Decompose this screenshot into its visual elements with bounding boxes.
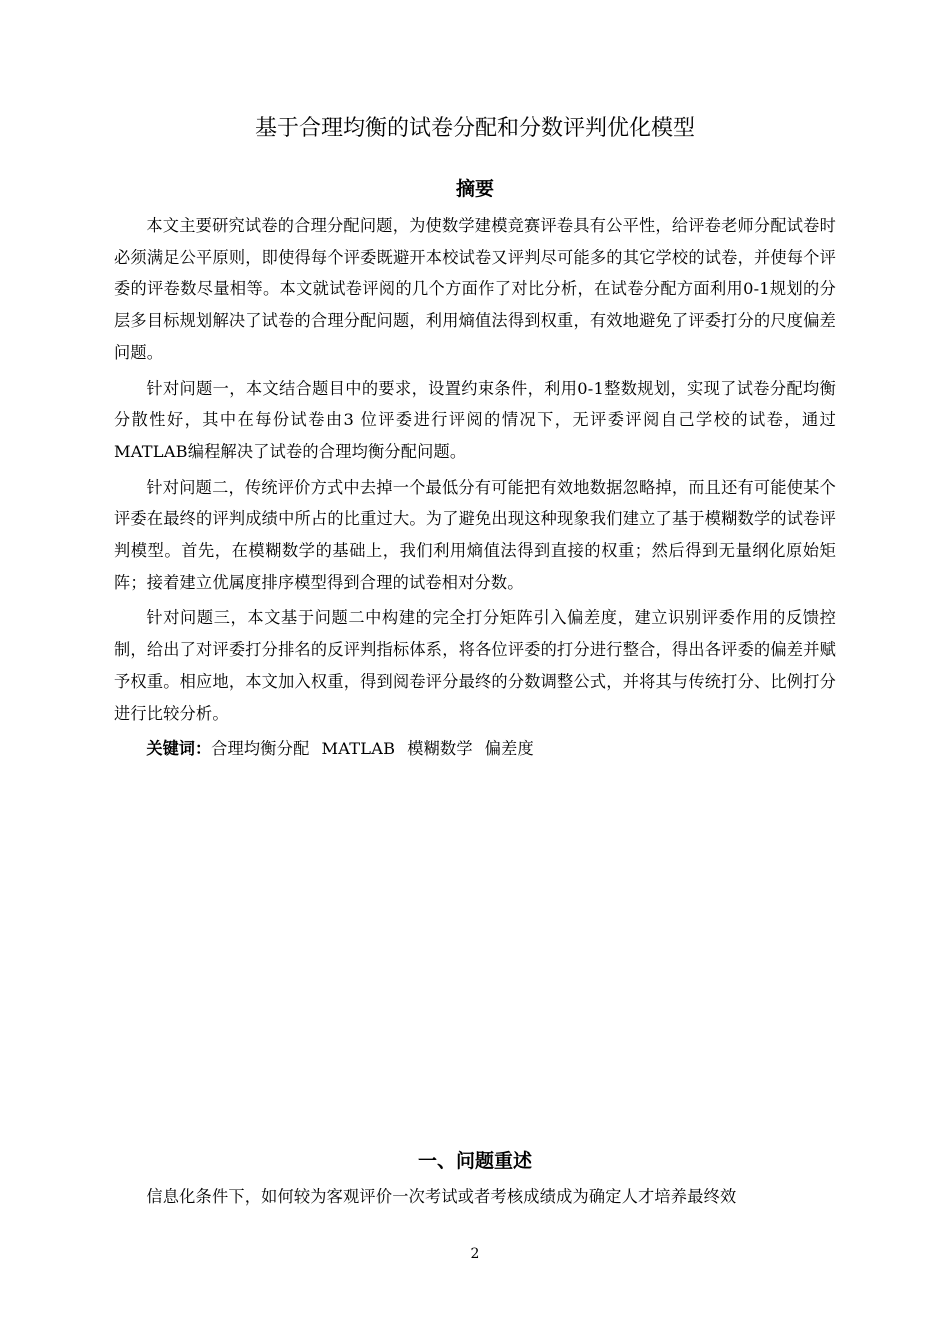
abstract-paragraph-1: 本文主要研究试卷的合理分配问题，为使数学建模竞赛评卷具有公平性，给评卷老师分配试卷时必须满足公平原则，即使得每个评委既避开本校试卷又评判尽可能多的其它学校的试卷，并使每个评委的评卷数尽量相等。本文就试卷评阅的几个方面作了对比分析，在试卷分配方面利用0-1规划的分层多目标规划解决了试卷的合理分配问题，利用熵值法得到权重，有效地避免了评委打分的尺度偏差问题。: [114, 216, 836, 362]
section-body: [114, 1181, 836, 1217]
paper-title: 基于合理均衡的试卷分配和分数评判优化模型: [254, 116, 695, 141]
keywords-line: [114, 733, 836, 765]
page-number: 2: [470, 1246, 480, 1262]
keywords-label: 关键词：: [146, 739, 212, 759]
keyword: 合理均衡分配: [211, 739, 310, 759]
abstract-heading: 摘要: [455, 178, 494, 200]
keyword: 偏差度: [484, 739, 534, 759]
abstract-body: [114, 210, 836, 765]
section-paragraph-1: 信息化条件下，如何较为客观评价一次考试或者考核成绩成为确定人才培养最终效: [146, 1187, 737, 1206]
abstract-paragraph-2: 针对问题一，本文结合题目中的要求，设置约束条件，利用0-1整数规划，实现了试卷分配均衡分散性好，其中在每份试卷由3 位评委进行评阅的情况下，无评委评阅自己学校的试卷，通过MATLAB编程解决了试卷的合理均衡分配问题。: [114, 378, 836, 461]
abstract-paragraph-3: 针对问题二，传统评价方式中去掉一个最低分有可能把有效地数据忽略掉，而且还有可能使某个评委在最终的评判成绩中所占的比重过大。为了避免出现这种现象我们建立了基于模糊数学的试卷评判模型。首先，在模糊数学的基础上，我们利用熵值法得到直接的权重；然后得到无量纲化原始矩阵；接着建立优属度排序模型得到合理的试卷相对分数。: [114, 477, 836, 592]
section-heading-problem-restatement: 一、问题重述: [417, 1150, 532, 1172]
abstract-paragraph-4: 针对问题三，本文基于问题二中构建的完全打分矩阵引入偏差度，建立识别评委作用的反馈控制，给出了对评委打分排名的反评判指标体系，将各位评委的打分进行整合，得出各评委的偏差并赋予权重。相应地，本文加入权重，得到阅卷评分最终的分数调整公式，并将其与传统打分、比例打分进行比较分析。: [114, 608, 836, 723]
keyword: 模糊数学: [407, 739, 473, 759]
keyword: MATLAB: [321, 739, 396, 759]
